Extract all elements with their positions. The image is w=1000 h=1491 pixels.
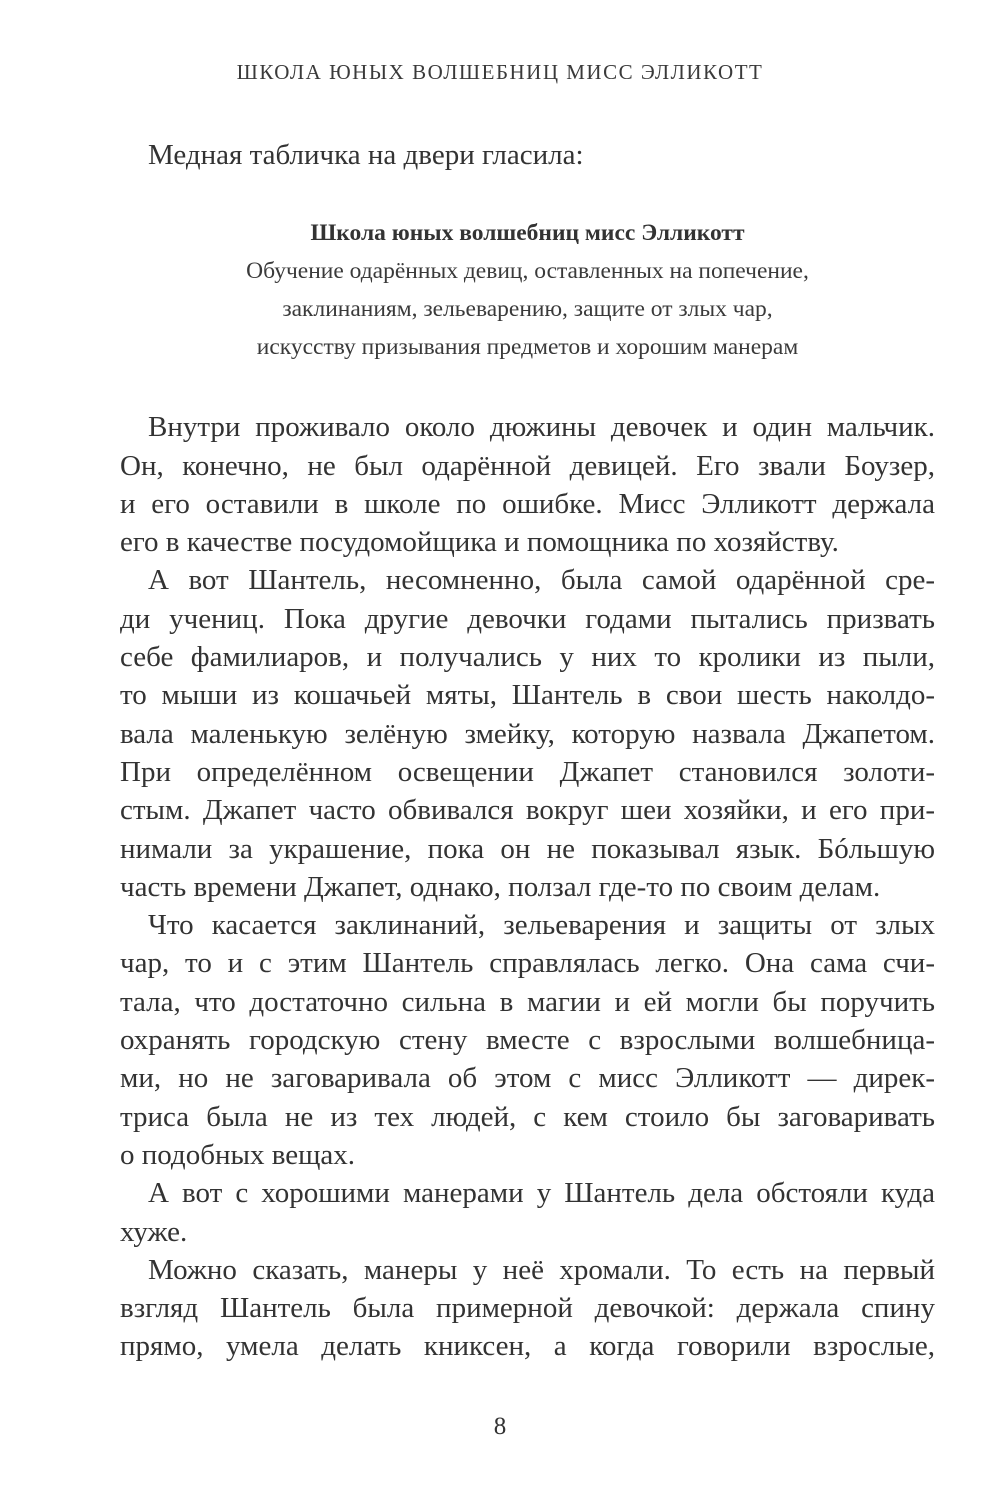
paragraph-line: нимали за украшение, пока он не показывал язык. Бóльшую xyxy=(120,832,935,865)
page-body xyxy=(120,136,935,1366)
plaque-line: заклинаниям, зельеварению, защите от злых чар, xyxy=(282,296,773,323)
paragraph-line: вала маленькую зелёную змейку, которую назвала Джапетом. xyxy=(120,717,935,750)
paragraph-line: и его оставили в школе по ошибке. Мисс Элликотт держала xyxy=(120,487,935,520)
paragraph-line: стым. Джапет часто обвивался вокруг шеи хозяйки, и его при- xyxy=(120,794,935,827)
paragraph xyxy=(120,906,935,1174)
paragraph xyxy=(120,1251,935,1366)
paragraph-line: то мыши из кошачьей мяты, Шантель в свои шесть наколдо- xyxy=(120,679,935,712)
paragraph xyxy=(120,1174,935,1251)
plaque-title: Школа юных волшебниц мисс Элликотт xyxy=(310,220,745,247)
paragraph-line: При определённом освещении Джапет становился золоти- xyxy=(120,755,935,788)
paragraph-line: тала, что достаточно сильна в магии и ей могли бы поручить xyxy=(120,985,935,1018)
paragraph xyxy=(120,408,935,561)
running-header: ШКОЛА ЮНЫХ ВОЛШЕБНИЦ МИСС ЭЛЛИКОТТ xyxy=(236,60,764,84)
paragraph-line: его в качестве посудомойщика и помощника по хозяйству. xyxy=(120,526,839,559)
door-plaque xyxy=(120,214,935,366)
paragraph-line: А вот с хорошими манерами у Шантель дела обстояли куда xyxy=(148,1177,935,1210)
paragraph-line: взгляд Шантель была примерной девочкой: держала спину xyxy=(120,1292,935,1325)
paragraph-line: охранять городскую стену вместе с взрослыми волшебница- xyxy=(120,1024,935,1057)
paragraph-line: часть времени Джапет, однако, ползал где-то по своим делам. xyxy=(120,870,881,903)
paragraph-line: А вот Шантель, несомненно, была самой одарённой сре- xyxy=(148,564,935,597)
plaque-line: Обучение одарённых девиц, оставленных на попечение, xyxy=(246,258,809,285)
paragraph-line: Он, конечно, не был одарённой девицей. Его звали Боузер, xyxy=(120,449,935,482)
paragraph-line: Можно сказать, манеры у неё хромали. То есть на первый xyxy=(148,1253,935,1286)
paragraph-line: чар, то и с этим Шантель справлялась легко. Она сама счи- xyxy=(120,947,935,980)
intro-line: Медная табличка на двери гласила: xyxy=(148,139,584,171)
plaque-line: искусству призывания предметов и хорошим манерам xyxy=(256,334,799,361)
paragraph-line: Что касается заклинаний, зельеварения и защиты от злых xyxy=(148,909,935,942)
page-number: 8 xyxy=(493,1413,507,1440)
paragraph xyxy=(120,561,935,906)
paragraph-line: о подобных вещах. xyxy=(120,1138,356,1171)
paragraph-line: Внутри проживало около дюжины девочек и один мальчик. xyxy=(148,411,935,444)
paragraph-line: прямо, умела делать книксен, а когда говорили взрослые, xyxy=(120,1330,935,1363)
paragraph-line: себе фамилиаров, и получались у них то кролики из пыли, xyxy=(120,641,935,674)
paragraph-line: ми, но не заговаривала об этом с мисс Элликотт — дирек- xyxy=(120,1062,935,1095)
paragraph-line: хуже. xyxy=(120,1215,188,1248)
paragraph-line: триса была не из тех людей, с кем стоило бы заговаривать xyxy=(120,1100,935,1133)
paragraph-line: ди учениц. Пока другие девочки годами пытались призвать xyxy=(120,602,935,635)
